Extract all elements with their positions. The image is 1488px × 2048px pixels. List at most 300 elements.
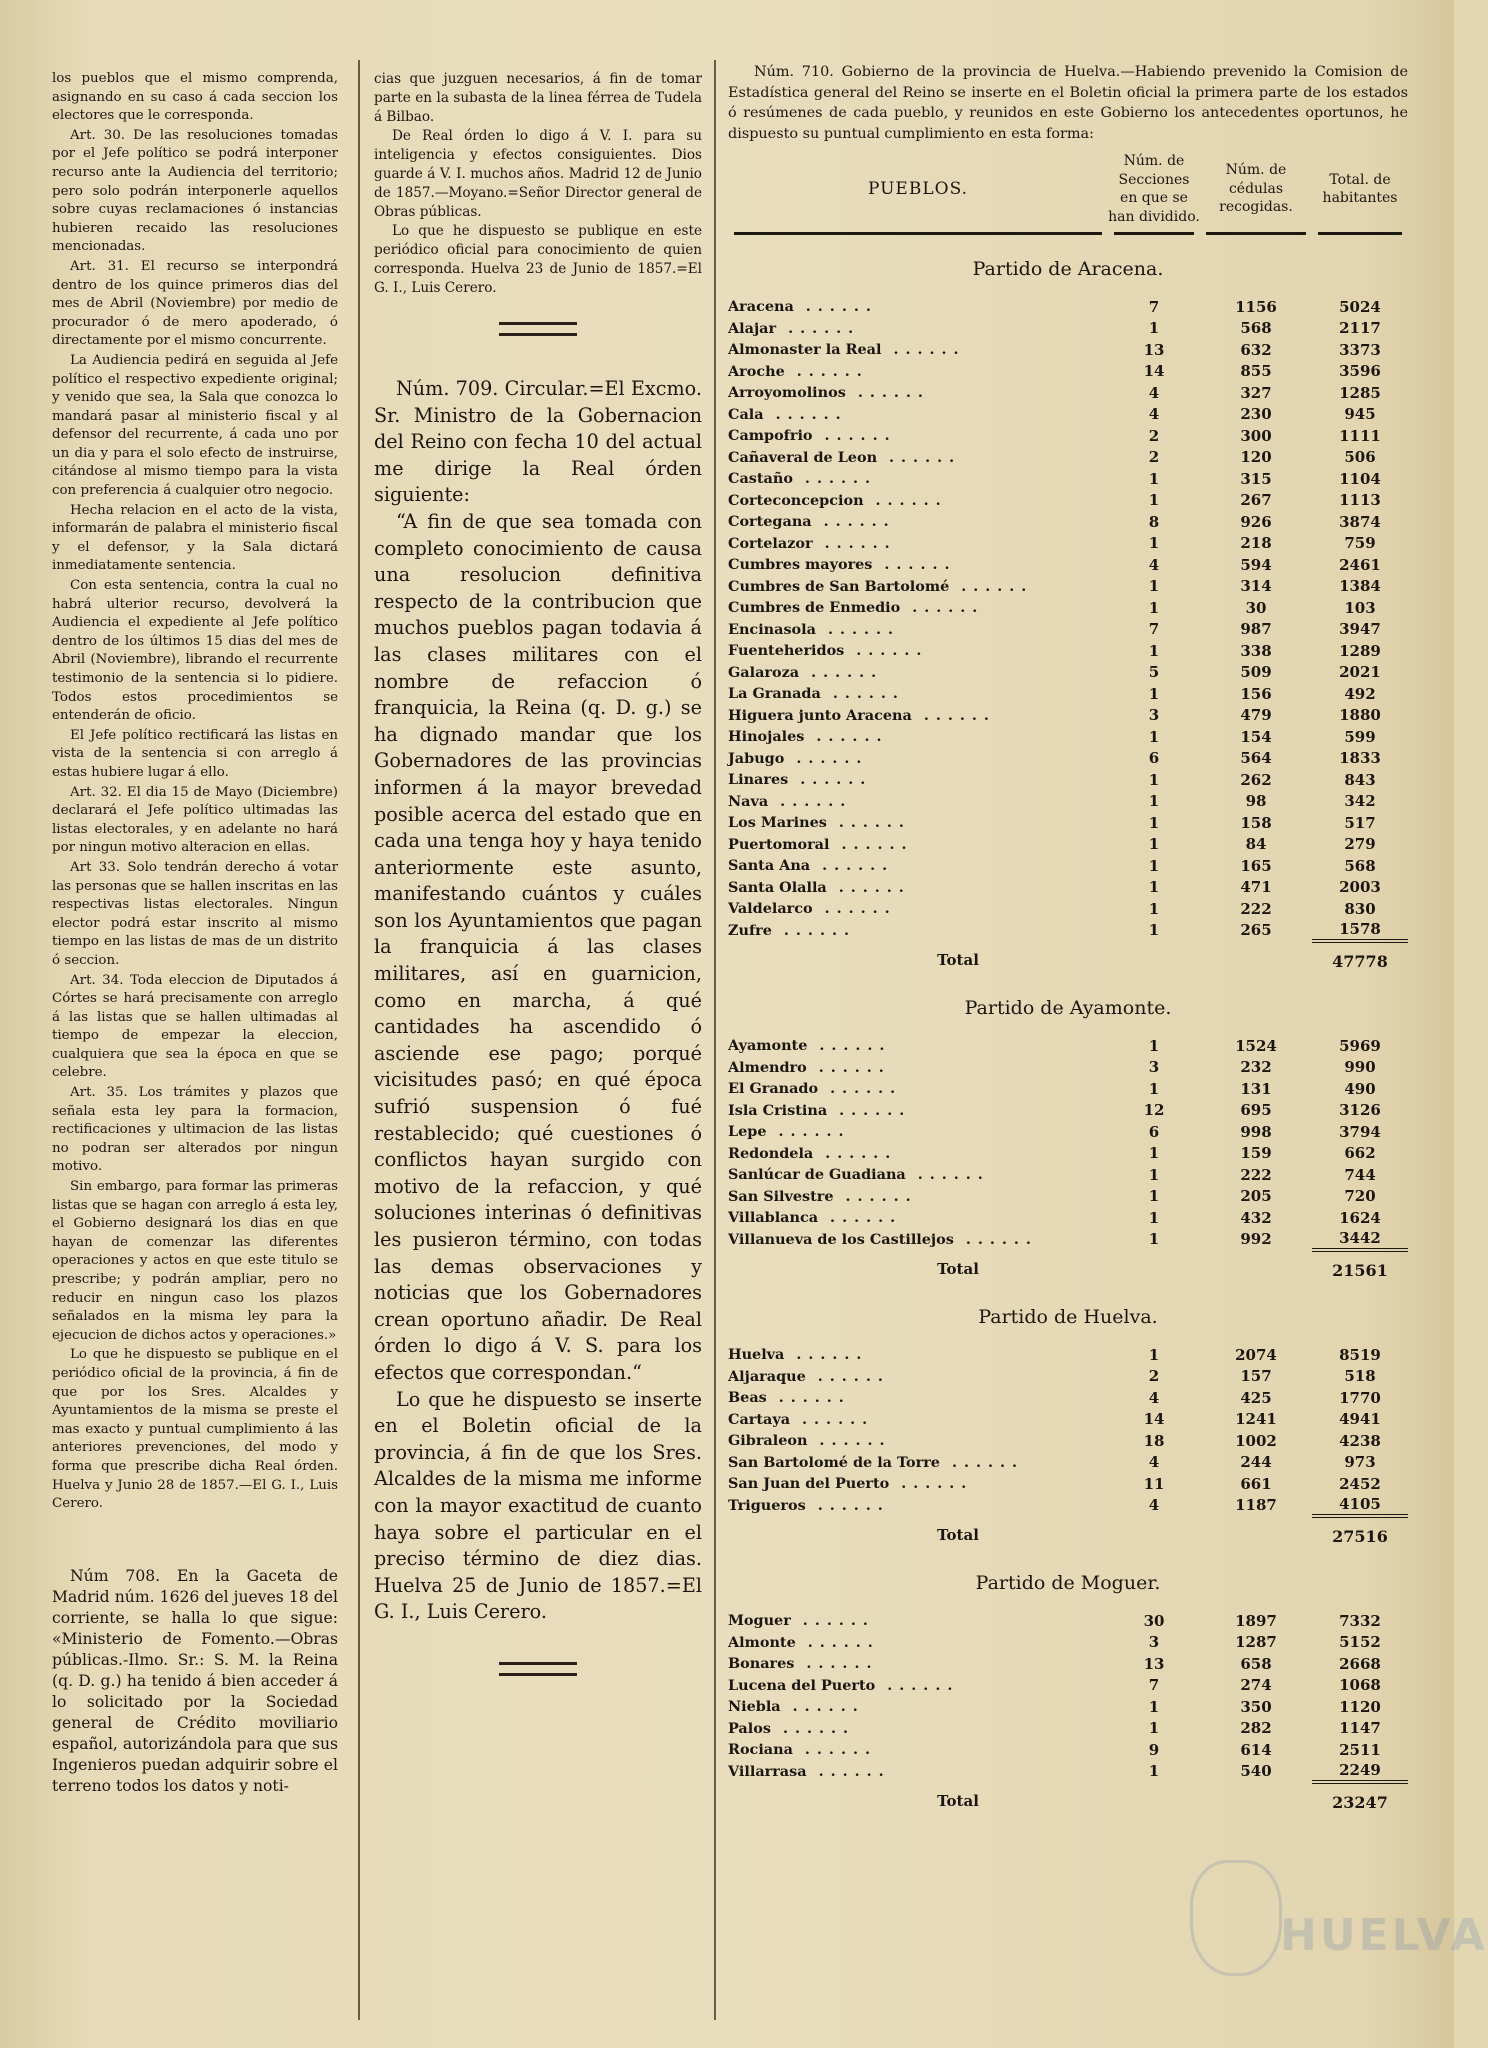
town-name: Niebla ...... [728,1698,865,1716]
leader-dots: ...... [806,1762,891,1780]
table-row [728,533,1408,555]
total-value: 47778 [1312,941,1408,979]
cedulas-value: 425 [1240,1388,1272,1407]
habitantes-value: 759 [1344,534,1376,553]
table-row [728,726,1408,748]
leader-dots: ...... [872,556,957,574]
leader-dots: ...... [877,448,962,466]
town-name: Santa Ana ...... [728,857,895,875]
table-row [728,769,1408,791]
leader-dots: ...... [805,1496,890,1514]
leader-dots: ...... [826,878,911,896]
table-row [728,1430,1408,1452]
town-name: Villanueva de los Castillejos ...... [728,1230,1038,1248]
column-rule [358,60,360,2020]
leader-dots: ...... [807,1037,892,1055]
header-secciones: Núm. de Secciones en que se han dividido. [1108,153,1200,225]
secciones-value: 4 [1148,405,1160,424]
leader-dots: ...... [812,900,897,918]
cedulas-value: 509 [1240,663,1272,682]
column-2 [374,70,702,2030]
table-row [728,1739,1408,1761]
paragraph: Con esta sentencia, contra la cual no habrá ulterior recurso, devolverá la Audiencia el expediente al Jefe político dentro de los últimos 15 dias del mes de Abril (Noviembre), librando el recurrente testimonio de la sentencia si lo pidiere. Todos estos procedimientos se entenderán de oficio. [52,578,338,724]
town-name: Castaño ...... [728,470,877,488]
secciones-value: 1 [1148,1079,1160,1098]
habitantes-value: 342 [1344,792,1376,811]
header-cedulas: Núm. de cédulas recogidas. [1219,162,1293,216]
paragraph: Sin embargo, para formar las primeras listas que se hagan con arreglo á esta ley, el Gobierno designará los dias en que hayan de comenzar las diferentes operaciones y actos en que este titulo se prescribe; y podrán ampliar, pero no reducir en ningun caso los plazos señalados en la misma ley para la ejecucion de dichos actos y operaciones.» [52,1179,338,1343]
habitantes-value: 4238 [1339,1431,1381,1450]
table-row [728,1409,1408,1431]
secciones-value: 11 [1143,1474,1165,1493]
table-row [728,490,1408,512]
leader-dots: ...... [810,857,895,875]
secciones-value: 1 [1148,469,1160,488]
cedulas-value: 222 [1240,899,1272,918]
leader-dots: ...... [889,1475,974,1493]
table-row [728,898,1408,920]
town-name: Aracena ...... [728,298,878,316]
secciones-value: 7 [1148,1676,1160,1695]
table-row [728,404,1408,426]
habitantes-value: 1285 [1339,383,1381,402]
secciones-value: 1 [1148,856,1160,875]
secciones-value: 6 [1148,1122,1160,1141]
secciones-value: 1 [1148,1719,1160,1738]
habitantes-value: 1111 [1339,426,1381,445]
paragraph: Lo que he dispuesto se publique en este periódico oficial para conocimiento de quien corresponda. Huelva 23 de Junio de 1857.=El G. I., Luis Cerero. [374,223,702,296]
leader-dots: ...... [905,1166,990,1184]
leader-dots: ...... [827,1101,912,1119]
secciones-value: 1 [1148,534,1160,553]
habitantes-value: 5969 [1339,1036,1381,1055]
paragraph: cias que juzguen necesarios, á fin de tomar parte en la subasta de la linea férrea de Tudela á Bilbao. [374,71,702,125]
leader-dots: ...... [818,1080,903,1098]
cedulas-value: 327 [1240,383,1272,402]
cedulas-value: 120 [1240,448,1272,467]
habitantes-value: 2117 [1339,319,1381,338]
town-name: Aljaraque ...... [728,1367,890,1385]
town-name: Ayamonte ...... [728,1037,892,1055]
habitantes-value: 990 [1344,1058,1376,1077]
cedulas-value: 156 [1240,684,1272,703]
leader-dots: ...... [911,706,996,724]
town-name: Cumbres de San Bartolomé ...... [728,577,1034,595]
notice-710-intro: Núm. 710. Gobierno de la provincia de Huelva.—Habiendo prevenido la Comision de Estadística general del Reino se inserte en el Boletin oficial la primera parte de los estados ó resúmenes de cada pueblo, y reunidos en este Gobierno los antecedentes oportunos, he dispuesto su puntual cumplimiento en esta forma: [728,64,1408,142]
paragraph: La Audiencia pedirá en seguida al Jefe político el respectivo expediente original; y venido que sea, la Sala que conozca lo mandará pasar al ministerio fiscal y al defensor del recurrente, á cada uno por un dia y para el solo efecto de instruirse, citándose al mismo tiempo para la vista con preferencia á cualquier otro negocio. [52,352,338,499]
town-name: Jabugo ...... [728,749,869,767]
leader-dots: ...... [766,1389,851,1407]
town-name: Linares ...... [728,771,873,789]
cedulas-value: 30 [1245,598,1267,617]
circular-quote: “A fin de que sea tomada con completo conocimiento de causa una resolucion definitiva respecto de la contribucion que muchos pueblos pagan todavia á las clases militares con el nombre de refaccion ó franquicia, la Reina (q. D. g.) se ha dignado mandar que los Gobernadores de las provincias informen á la mayor brevedad posible acerca del estado que en cada una tenga hoy y haya tenido anteriormente este asunto, manifestando cuántos y cuáles son los Ayuntamientos que pagan la franquicia á las clases militares, así en guarnicion, como en marcha, á qué cantidades ha ascendido ó asciende ese pago; porqué vicisitudes pasó; en qué época sufrió suspension ó fué restablecido; qué cuestiones ó conflictos hayan surgido con motivo de la refaccion, y qué soluciones interinas ó definitivas les pusieron término, con todas las demas observaciones y noticias que los Gobernadores crean oportuno añadir. De Real órden lo digo á V. S. para los efectos que correspondan.“ [374,509,702,1384]
leader-dots: ...... [792,1741,877,1759]
town-name: Valdelarco ...... [728,900,897,918]
town-name: Cala ...... [728,405,848,423]
cedulas-value: 564 [1240,749,1272,768]
leader-dots: ...... [812,534,897,552]
town-name: Cortegana ...... [728,513,896,531]
cedulas-value: 1287 [1235,1633,1277,1652]
town-name: Galaroza ...... [728,663,884,681]
town-name: Cumbres de Enmedio ...... [728,599,985,617]
leader-dots: ...... [881,341,966,359]
notice-708: Núm 708. En la Gaceta de Madrid núm. 1626 del jueves 18 del corriente, se halla lo que sigue: «Ministerio de Fomento.—Obras públicas.-Ilmo. Sr.: S. M. la Reina (q. D. g.) ha tenido á bien acceder á lo solicitado por la Sociedad general de Crédito moviliario español, autorizándola para que sus Ingenieros puedan adquirir sobre el terreno todos los datos y noti- [52,1566,338,1795]
secciones-value: 1 [1148,878,1160,897]
secciones-value: 18 [1143,1431,1165,1450]
secciones-value: 1 [1148,319,1160,338]
habitantes-value: 2511 [1339,1740,1381,1759]
town-name: Cumbres mayores ...... [728,556,957,574]
paragraph: Art. 34. Toda eleccion de Diputados á Córtes se hará precisamente con arreglo á las listas que se hallen ultimadas al tiempo de empezar la eleccion, cualquiera que sea la época en que se celebre. [52,972,338,1081]
table-row [728,1718,1408,1740]
secciones-value: 1 [1148,899,1160,918]
habitantes-value: 662 [1344,1144,1376,1163]
town-name: Campofrio ...... [728,427,897,445]
secciones-value: 1 [1148,577,1160,596]
leader-dots: ...... [829,835,914,853]
partido-heading: Partido de Aracena. [972,258,1164,280]
town-name: Arroyomolinos ...... [728,384,930,402]
table-row [728,1473,1408,1495]
town-name: Almendro ...... [728,1058,891,1076]
cedulas-value: 432 [1240,1208,1272,1227]
habitantes-value: 492 [1344,684,1376,703]
habitantes-value: 3794 [1339,1122,1381,1141]
cedulas-value: 232 [1240,1058,1272,1077]
cedulas-value: 987 [1240,620,1272,639]
cedulas-value: 157 [1240,1367,1272,1386]
table-row [728,1100,1408,1122]
cedulas-value: 262 [1240,770,1272,789]
secciones-value: 1 [1148,792,1160,811]
leader-dots: ...... [790,1410,875,1428]
total-label: Total [937,951,979,969]
habitantes-value: 1104 [1339,469,1381,488]
secciones-value: 3 [1148,706,1160,725]
secciones-value: 1 [1148,835,1160,854]
town-name: Hinojales ...... [728,728,889,746]
cedulas-value: 222 [1240,1165,1272,1184]
habitantes-value: 568 [1344,856,1376,875]
town-name: Villarrasa ...... [728,1762,891,1780]
table-row [728,1495,1408,1517]
leader-dots: ...... [788,771,873,789]
secciones-value: 1 [1148,1165,1160,1184]
partido-heading: Partido de Ayamonte. [964,997,1172,1019]
leader-dots: ...... [766,1123,851,1141]
secciones-value: 1 [1148,1187,1160,1206]
cedulas-value: 230 [1240,405,1272,424]
table-row [728,425,1408,447]
town-name: Huelva ...... [728,1346,869,1364]
table-row [728,834,1408,856]
cedulas-value: 998 [1240,1122,1272,1141]
table-row [728,619,1408,641]
total-label: Total [937,1792,979,1810]
paragraph: los pueblos que el mismo comprenda, asignando en su caso á cada seccion los electores que le corresponda. [52,71,338,124]
cedulas-value: 594 [1240,555,1272,574]
secciones-value: 4 [1148,1496,1160,1515]
cedulas-value: 661 [1240,1474,1272,1493]
leader-dots: ...... [780,1698,865,1716]
table-row [728,1035,1408,1057]
habitantes-value: 720 [1344,1187,1376,1206]
header-rule [1114,232,1194,235]
town-name: Almonte ...... [728,1633,880,1651]
town-name: Lucena del Puerto ...... [728,1676,960,1694]
leader-dots: ...... [792,470,877,488]
secciones-value: 4 [1148,555,1160,574]
cedulas-value: 992 [1240,1230,1272,1249]
town-name: Higuera junto Aracena ...... [728,706,996,724]
town-name: Cartaya ...... [728,1410,875,1428]
habitantes-value: 3442 [1339,1229,1381,1248]
cedulas-value: 926 [1240,512,1272,531]
habitantes-value: 1113 [1339,491,1381,510]
habitantes-value: 3874 [1339,512,1381,531]
town-name: Santa Olalla ...... [728,878,911,896]
cedulas-value: 244 [1240,1453,1272,1472]
secciones-value: 1 [1148,684,1160,703]
habitantes-value: 4105 [1339,1495,1381,1514]
leader-dots: ...... [844,642,929,660]
total-row [728,1250,1408,1288]
habitantes-value: 1384 [1339,577,1381,596]
secciones-value: 5 [1148,663,1160,682]
table-row [728,1344,1408,1366]
cedulas-value: 131 [1240,1079,1272,1098]
partido-heading: Partido de Huelva. [978,1306,1158,1328]
table-row [728,576,1408,598]
leader-dots: ...... [815,620,901,638]
habitantes-value: 2668 [1339,1654,1381,1673]
total-value: 21561 [1312,1250,1408,1288]
cedulas-value: 282 [1240,1719,1272,1738]
secciones-value: 1 [1148,1036,1160,1055]
total-row [728,1516,1408,1554]
table-row [728,748,1408,770]
secciones-value: 1 [1148,727,1160,746]
secciones-value: 3 [1148,1633,1160,1652]
town-name: Isla Cristina ...... [728,1101,912,1119]
secciones-value: 1 [1148,1762,1160,1781]
cedulas-value: 479 [1240,706,1272,725]
secciones-value: 1 [1148,921,1160,940]
leader-dots: ...... [826,814,911,832]
secciones-value: 1 [1148,770,1160,789]
secciones-value: 1 [1148,1208,1160,1227]
secciones-value: 4 [1148,1453,1160,1472]
habitantes-value: 2003 [1339,878,1381,897]
secciones-value: 8 [1148,512,1160,531]
leader-dots: ...... [763,405,848,423]
table-row [728,705,1408,727]
leader-dots: ...... [833,1187,918,1205]
cedulas-value: 614 [1240,1740,1272,1759]
table-row [728,1143,1408,1165]
town-name: San Silvestre ...... [728,1187,918,1205]
secciones-value: 13 [1143,340,1165,359]
habitantes-value: 3596 [1339,362,1381,381]
header-rule [1318,232,1402,235]
secciones-value: 9 [1148,1740,1160,1759]
secciones-value: 6 [1148,749,1160,768]
habitantes-value: 1120 [1339,1697,1381,1716]
cedulas-value: 300 [1240,426,1272,445]
cedulas-value: 314 [1240,577,1272,596]
town-name: San Juan del Puerto ...... [728,1475,974,1493]
header-rule [734,232,1102,235]
table-row [728,597,1408,619]
habitantes-value: 8519 [1339,1345,1381,1364]
table-row [728,1675,1408,1697]
habitantes-value: 599 [1344,727,1376,746]
town-name: Encinasola ...... [728,620,901,638]
town-name: Zufre ...... [728,921,856,939]
table-row [728,683,1408,705]
table-row [728,1452,1408,1474]
town-name: La Granada ...... [728,685,905,703]
cedulas-value: 205 [1240,1187,1272,1206]
town-name: Almonaster la Real ...... [728,341,966,359]
cedulas-value: 218 [1240,534,1272,553]
secciones-value: 4 [1148,1388,1160,1407]
town-name: Trigueros ...... [728,1496,890,1514]
leader-dots: ...... [794,1655,879,1673]
town-name: Fuenteheridos ...... [728,642,929,660]
table-row [728,339,1408,361]
cedulas-value: 154 [1240,727,1272,746]
secciones-value: 2 [1148,448,1160,467]
population-table [728,152,1408,1820]
leader-dots: ...... [793,298,878,316]
habitantes-value: 5152 [1339,1633,1381,1652]
habitantes-value: 2021 [1339,663,1381,682]
town-name: Beas ...... [728,1389,851,1407]
habitantes-value: 518 [1344,1367,1376,1386]
leader-dots: ...... [804,728,889,746]
table-row [728,1387,1408,1409]
cedulas-value: 1524 [1235,1036,1277,1055]
cedulas-value: 165 [1240,856,1272,875]
table-row [728,382,1408,404]
habitantes-value: 1068 [1339,1676,1381,1695]
habitantes-value: 843 [1344,770,1376,789]
table-row [728,468,1408,490]
paragraph: Art. 31. El recurso se interpondrá dentro de los quince primeros dias del mes de Abril (Noviembre) por medio de procurador ó de mero apoderado, ó directamente por el mismo concurrente. [52,258,338,349]
table-row [728,1121,1408,1143]
table-row [728,1366,1408,1388]
total-value: 27516 [1312,1516,1408,1554]
town-name: Cortelazor ...... [728,534,897,552]
table-row [728,1186,1408,1208]
leader-dots: ...... [949,577,1034,595]
secciones-value: 1 [1148,813,1160,832]
habitantes-value: 4941 [1339,1410,1381,1429]
table-row [728,1653,1408,1675]
cedulas-value: 350 [1240,1697,1272,1716]
table-row [728,447,1408,469]
table-row [728,554,1408,576]
secciones-value: 1 [1148,491,1160,510]
table-row [728,1164,1408,1186]
habitantes-value: 2452 [1339,1474,1381,1493]
table-body [728,240,1408,1820]
cedulas-value: 159 [1240,1144,1272,1163]
leader-dots: ...... [784,749,869,767]
total-row [728,1782,1408,1820]
habitantes-value: 7332 [1339,1611,1381,1630]
secciones-value: 7 [1148,620,1160,639]
town-name: Nava ...... [728,792,853,810]
town-name: Bonares ...... [728,1655,879,1673]
header-rule [1206,232,1306,235]
secciones-value: 1 [1148,1697,1160,1716]
paragraph: Art. 35. Los trámites y plazos que señala esta ley para la formacion, rectificaciones y ultimacion de las listas no podran ser alterados por ningun motivo. [52,1085,338,1175]
habitantes-value: 1880 [1339,706,1381,725]
leader-dots: ...... [776,319,861,337]
seal-icon [1190,1860,1282,1976]
town-name: Cañaveral de Leon ...... [728,448,962,466]
cedulas-value: 158 [1240,813,1272,832]
section-gap [52,1514,338,1566]
secciones-value: 14 [1143,362,1165,381]
paragraph: Art. 32. El dia 15 de Mayo (Diciembre) declarará el Jefe político ultimadas las listas electorales, y en adelante no hará por ningun motivo alteracion en ellas. [52,784,338,856]
cedulas-value: 84 [1245,835,1267,854]
habitantes-value: 1578 [1339,920,1381,939]
town-name: Alajar ...... [728,319,861,337]
table-row [728,640,1408,662]
town-name: Puertomoral ...... [728,835,914,853]
cedulas-value: 98 [1245,792,1267,811]
paragraph: De Real órden lo digo á V. I. para su inteligencia y efectos consiguientes. Dios guarde á V. I. muchos años. Madrid 12 de Junio de 1857.—Moyano.=Señor Director general de Obras públicas. [374,128,702,220]
secciones-value: 2 [1148,1367,1160,1386]
leader-dots: ...... [813,1144,898,1162]
table-row [728,877,1408,899]
leader-dots: ...... [900,599,985,617]
habitantes-value: 103 [1344,598,1376,617]
secciones-value: 12 [1143,1101,1165,1120]
cedulas-value: 1156 [1235,297,1277,316]
leader-dots: ...... [811,513,896,531]
cedulas-value: 2074 [1235,1345,1277,1364]
town-name: Villablanca ...... [728,1209,903,1227]
town-name: San Bartolomé de la Torre ...... [728,1453,1025,1471]
leader-dots: ...... [818,1209,903,1227]
cedulas-value: 1002 [1235,1431,1277,1450]
leader-dots: ...... [807,1432,892,1450]
table-row [728,1078,1408,1100]
cedulas-value: 338 [1240,641,1272,660]
habitantes-value: 3373 [1339,340,1381,359]
town-name: Sanlúcar de Guadiana ...... [728,1166,990,1184]
secciones-value: 13 [1143,1654,1165,1673]
secciones-value: 1 [1148,598,1160,617]
cedulas-value: 274 [1240,1676,1272,1695]
column-3 [728,62,1408,2022]
column-rule [714,60,716,2020]
leader-dots: ...... [795,1633,880,1651]
town-name: Gibraleon ...... [728,1432,892,1450]
leader-dots: ...... [806,1058,891,1076]
habitantes-value: 1289 [1339,641,1381,660]
total-label: Total [937,1260,979,1278]
secciones-value: 3 [1148,1058,1160,1077]
column-1 [52,70,338,2030]
table-row [728,318,1408,340]
total-label: Total [937,1526,979,1544]
